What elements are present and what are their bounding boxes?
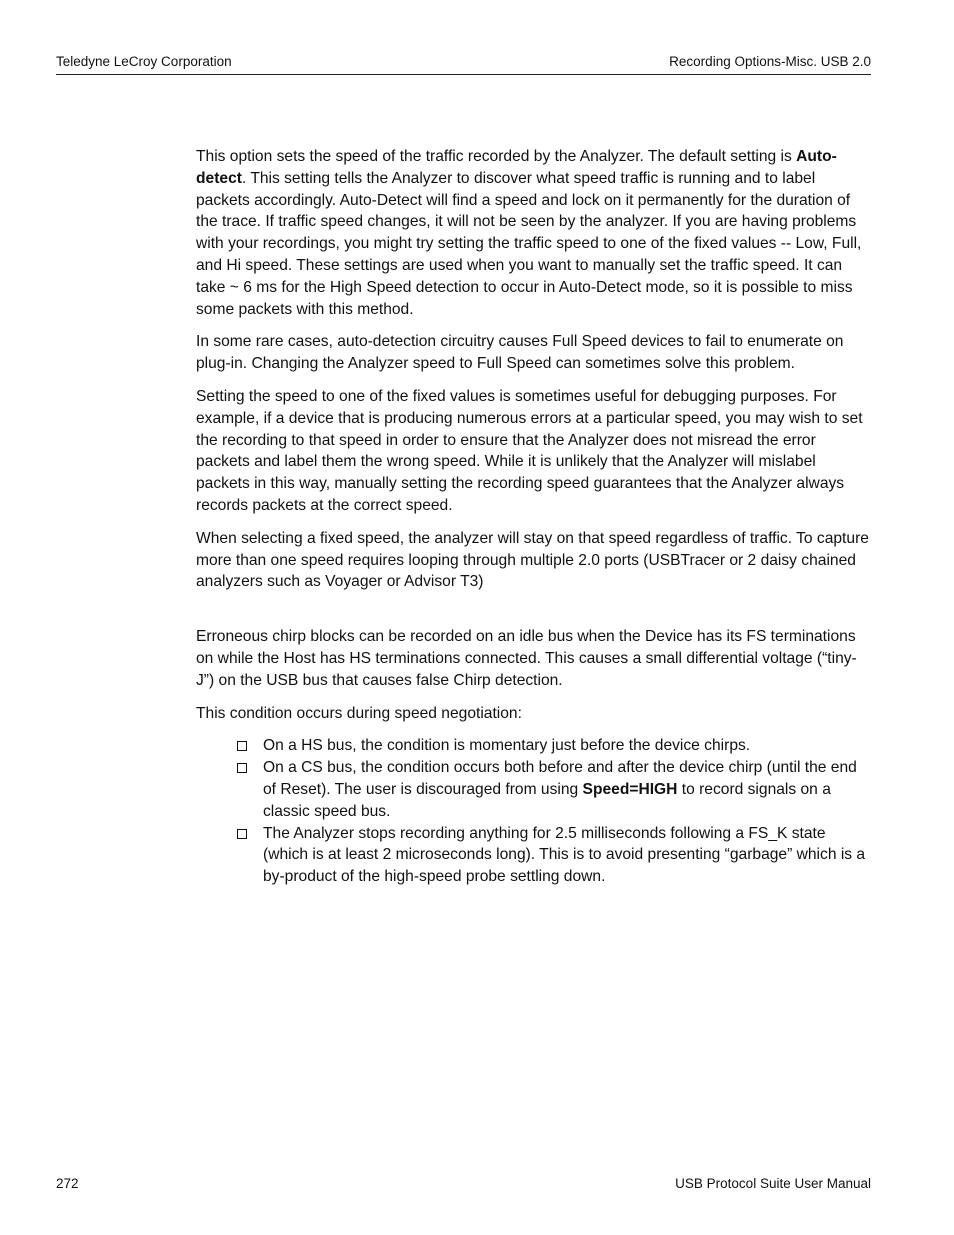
bullet-3-text: The Analyzer stops recording anything for 2.5 milliseconds following a FS_K state (which is at least 2 microseconds long). This is to avoid presenting “garbage” which is a by-product of the high-speed probe settling down. <box>263 824 866 886</box>
condition-list <box>196 735 871 888</box>
paragraph-fixed-speed: When selecting a fixed speed, the analyzer will stay on that speed regardless of traffic. To capture more than one speed requires looping through multiple 2.0 ports (USBTracer or 2 daisy chained analyzers such as Voyager or Advisor T3) <box>196 529 869 591</box>
checkbox-bullet-icon <box>237 763 247 773</box>
page-body <box>196 146 871 888</box>
auto-detect-term: Auto-detect <box>196 148 837 187</box>
bullet-2-text-a: On a CS bus, the condition occurs both before and after the device chirp (until the end of Reset). The user is discouraged from using <box>263 759 857 798</box>
list-item <box>196 757 871 822</box>
paragraph-erroneous-chirp: Erroneous chirp blocks can be recorded on an idle bus when the Device has its FS terminations on while the Host has HS terminations connected. This causes a small differential voltage (“tiny-J”) on the USB bus that causes false Chirp detection. <box>196 628 857 689</box>
paragraph-condition: This condition occurs during speed negotiation: <box>196 704 522 722</box>
speed-high-term: Speed=HIGH <box>582 780 678 798</box>
paragraph-rare-cases: In some rare cases, auto-detection circuitry causes Full Speed devices to fail to enumerate on plug-in. Changing the Analyzer speed to Full Speed can sometimes solve this problem. <box>196 333 844 373</box>
checkbox-bullet-icon <box>237 741 247 751</box>
page-number: 272 <box>56 1176 79 1191</box>
header-section: Recording Options-Misc. USB 2.0 <box>669 54 871 69</box>
p1-text-a: This option sets the speed of the traffic recorded by the Analyzer. The default setting is <box>196 148 797 165</box>
checkbox-bullet-icon <box>237 829 247 839</box>
paragraph-fixed-values: Setting the speed to one of the fixed values is sometimes useful for debugging purposes. For example, if a device that is producing numerous errors at a particular speed, you may wish to set the recording to that speed in order to ensure that the Analyzer does not misread the error packets and label them the wrong speed. While it is unlikely that the Analyzer will mislabel packets in this way, manually setting the recording speed guarantees that the Analyzer always records packets at the correct speed. <box>196 387 863 514</box>
list-item <box>196 823 871 888</box>
section-gap <box>196 604 871 626</box>
bullet-2-text-b: to record signals on a classic speed bus. <box>263 780 831 820</box>
page-header <box>56 52 871 75</box>
list-item <box>196 735 871 757</box>
p1-text-b: . This setting tells the Analyzer to discover what speed traffic is running and to label packets accordingly. Auto-Detect will find a speed and lock on it permanently for the duration of the trace. If traffic speed changes, it will not be seen by the analyzer. If you are having problems with your recordings, you might try setting the traffic speed to one of the fixed values -- Low, Full, and Hi speed. These settings are used when you want to manually set the traffic speed. It can take ~ 6 ms for the High Speed detection to occur in Auto-Detect mode, so it is possible to miss some packets with this method. <box>196 169 862 318</box>
bullet-1-text: On a HS bus, the condition is momentary just before the device chirps. <box>263 737 751 755</box>
paragraph-speed-option <box>196 146 871 320</box>
manual-title: USB Protocol Suite User Manual <box>675 1176 871 1191</box>
header-company: Teledyne LeCroy Corporation <box>56 54 232 69</box>
